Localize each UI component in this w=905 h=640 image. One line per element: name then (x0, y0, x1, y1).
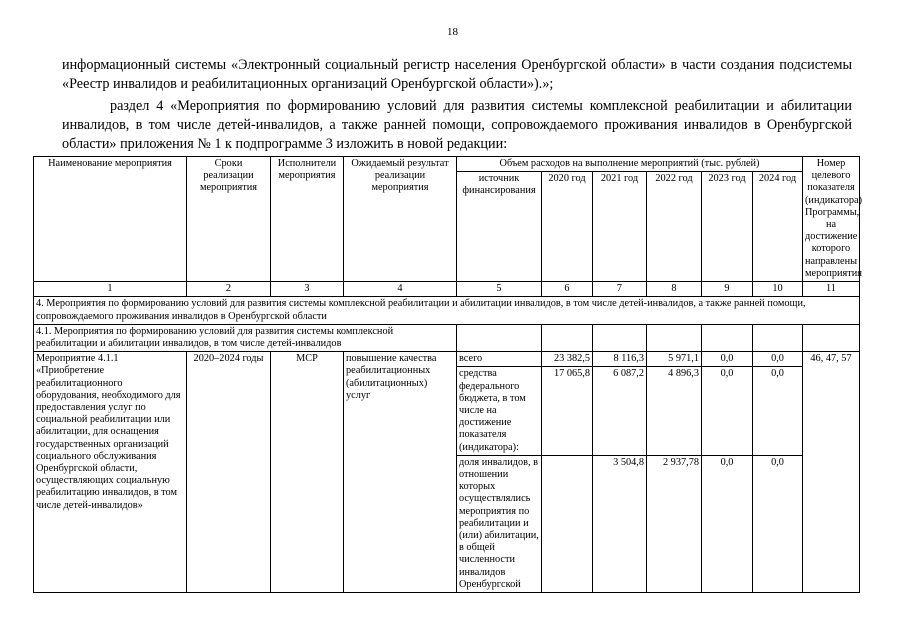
source-cell: всего (457, 352, 542, 367)
value-2021: 8 116,3 (593, 352, 647, 367)
measure-name-cell (34, 352, 187, 593)
value-2024: 0,0 (753, 352, 803, 367)
column-number: 1 (34, 282, 187, 297)
paragraph-2: раздел 4 «Мероприятия по формированию условий для развития системы комплексной реабилитации и абилитации инвалидов, в том числе детей-инвалидов, а также ранней помощи, сопровождаемого проживания инвалидов в Оренбургской области» приложения № 1 к подпрограмме 3 изложить в новой редакции: (62, 98, 852, 152)
measure-title: Мероприятие 4.1.1 (36, 353, 119, 365)
header-2020: 2020 год (542, 172, 593, 282)
source-cell: средства федерального бюджета, в том числе на достижение показателя (индикатора): (457, 367, 542, 455)
header-source: источник финансирования (457, 172, 542, 282)
header-expense-volume: Объем расходов на выполнение мероприятий (тыс. рублей) (457, 157, 803, 172)
measure-terms: 2020–2024 годы (187, 352, 271, 593)
section-4-1-row (34, 324, 860, 351)
page-number: 18 (447, 26, 458, 38)
value-2023: 0,0 (702, 455, 753, 592)
header-indicator: Номер целевого показателя (индикатора) Программы, на достижение которого направлены мероприятия (803, 157, 860, 282)
table-row (34, 352, 860, 367)
value-2021: 6 087,2 (593, 367, 647, 455)
measures-table (33, 156, 863, 593)
header-row (34, 157, 860, 172)
header-2022: 2022 год (647, 172, 702, 282)
column-number: 6 (542, 282, 593, 297)
value-2024: 0,0 (753, 455, 803, 592)
column-number: 11 (803, 282, 860, 297)
section-4-1-title: 4.1. Мероприятия по формированию условий для развития системы комплексной реабилитации и абилитации инвалидов, в том числе детей-инвалидов (34, 324, 457, 351)
value-2023: 0,0 (702, 367, 753, 455)
section-4-title: 4. Мероприятия по формированию условий для развития системы комплексной реабилитации и абилитации инвалидов, в том числе детей-инвалидов, а также ранней помощи, сопровождаемого проживания инвалидов в Оренбургской области (34, 297, 860, 324)
value-2020 (542, 455, 593, 592)
value-2020: 17 065,8 (542, 367, 593, 455)
value-2021: 3 504,8 (593, 455, 647, 592)
column-number: 2 (187, 282, 271, 297)
header-expected-result: Ожидаемый результат реализации мероприятия (344, 157, 457, 282)
measure-name: «Приобретение реабилитационного оборудования, необходимого для предоставления услуг по социальной реабилитации или абилитации, для оснащения государственных организаций социального обслуживания Оренбургской области, осуществляющих социальную реабилитацию инвалидов, в том числе детей-инвалидов» (36, 365, 181, 511)
value-2020: 23 382,5 (542, 352, 593, 367)
measure-result: повышение качества реабилитационных (абилитационных) услуг (344, 352, 457, 593)
header-executors: Исполнители мероприятия (271, 157, 344, 282)
header-2024: 2024 год (753, 172, 803, 282)
header-name: Наименование мероприятия (34, 157, 187, 282)
column-number: 9 (702, 282, 753, 297)
value-2024: 0,0 (753, 367, 803, 455)
measure-executor: МСР (271, 352, 344, 593)
column-number: 7 (593, 282, 647, 297)
column-number: 10 (753, 282, 803, 297)
paragraph-1: информационный системы «Электронный социальный регистр населения Оренбургской области» в части создания подсистемы «Реестр инвалидов и реабилитационных организаций Оренбургской области»).»; (62, 57, 852, 92)
header-2023: 2023 год (702, 172, 753, 282)
header-terms: Сроки реализации мероприятия (187, 157, 271, 282)
value-2022: 5 971,1 (647, 352, 702, 367)
value-2022: 4 896,3 (647, 367, 702, 455)
column-number: 8 (647, 282, 702, 297)
source-cell: доля инвалидов, в отношении которых осуществлялись мероприятия по реабилитации и (или) абилитации, в общей численности инвалидов Оренбургской (457, 455, 542, 592)
column-number: 5 (457, 282, 542, 297)
value-2022: 2 937,78 (647, 455, 702, 592)
section-4-row (34, 297, 860, 324)
value-2023: 0,0 (702, 352, 753, 367)
column-numbers-row (34, 282, 860, 297)
column-number: 3 (271, 282, 344, 297)
column-number: 4 (344, 282, 457, 297)
measure-indicators: 46, 47, 57 (803, 352, 860, 593)
header-2021: 2021 год (593, 172, 647, 282)
